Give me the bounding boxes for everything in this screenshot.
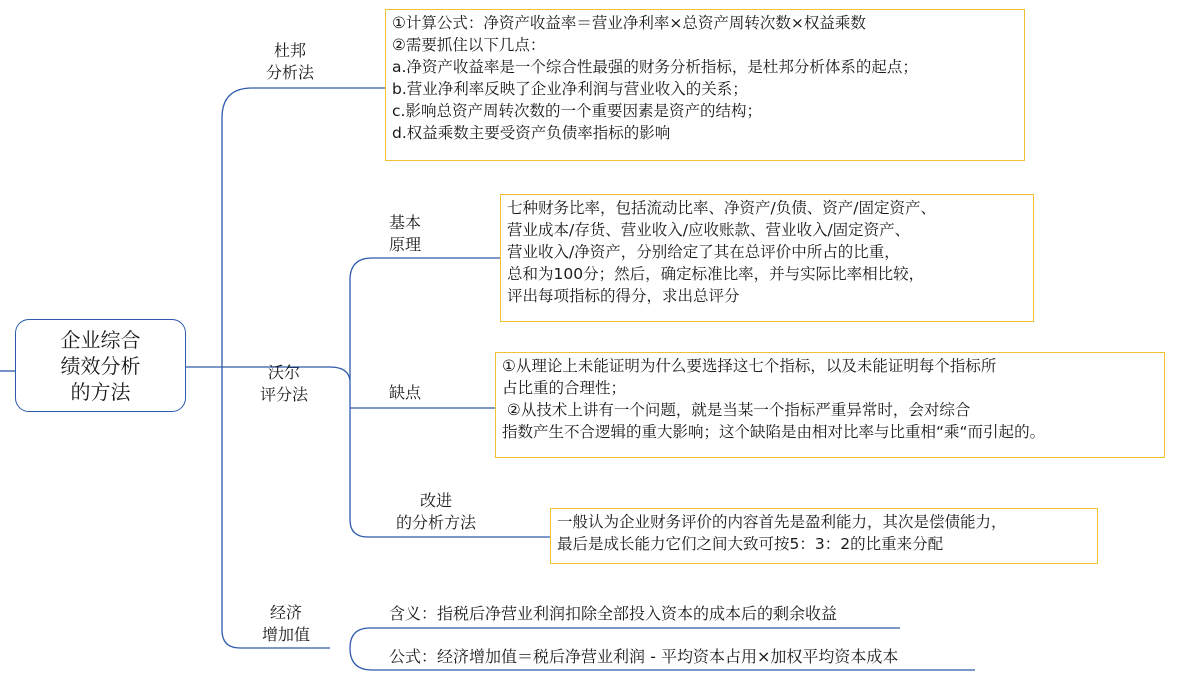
note-line: ②需要抓住以下几点：: [392, 36, 546, 54]
note-line: a.净资产收益率是一个综合性最强的财务分析指标，是杜邦分析体系的起点；: [392, 58, 918, 76]
eva-label: [252, 602, 320, 646]
eva-meaning: 含义：指税后净营业利润扣除全部投入资本的成本后的剩余收益: [389, 604, 838, 623]
improved-label: [381, 490, 491, 534]
note-line: b.营业净利率反映了企业净利润与营业收入的关系；: [392, 80, 748, 98]
root-line: 绩效分析: [60, 353, 141, 378]
root-node: [15, 319, 186, 412]
label-line: 的分析方法: [395, 513, 476, 532]
note-line: d.权益乘数主要受资产负债率指标的影响: [392, 124, 671, 142]
label-line: 分析法: [265, 63, 314, 82]
defects-note: [495, 352, 1165, 458]
root-line: 企业综合: [60, 327, 141, 352]
label-line: 基本: [389, 213, 422, 232]
note-line: 营业成本/存货、营业收入/应收账款、营业收入/固定资产、: [507, 221, 911, 239]
improved-note: [550, 508, 1098, 564]
label-line: 增加值: [261, 625, 310, 644]
note-line: ①从理论上未能证明为什么要选择这七个指标，以及未能证明每个指标所: [502, 357, 997, 375]
label-line: 改进: [419, 491, 452, 510]
label-line: 杜邦: [273, 41, 306, 60]
note-line: 指数产生不合逻辑的重大影响；这个缺陷是由相对比率与比重相“乘“而引起的。: [502, 423, 1046, 441]
note-line: 最后是成长能力它们之间大致可按5：3：2的比重来分配: [557, 535, 944, 553]
note-line: 一般认为企业财务评价的内容首先是盈利能力，其次是偿债能力，: [557, 513, 1007, 531]
dupont-label: [262, 40, 318, 84]
label-line: 经济: [269, 603, 302, 622]
note-line: 占比重的合理性；: [502, 379, 627, 397]
principle-note: [500, 194, 1034, 322]
note-line: c.影响总资产周转次数的一个重要因素是资产的结构；: [392, 102, 762, 120]
note-line: ②从技术上讲有一个问题，就是当某一个指标严重异常时，会对综合: [502, 401, 971, 419]
eva-formula: 公式：经济增加值＝税后净营业利润 - 平均资本占用×加权平均资本成本: [389, 647, 899, 666]
note-line: 营业收入/净资产，分别给定了其在总评价中所占的比重，: [507, 243, 900, 261]
label-line: 原理: [389, 235, 422, 254]
root-line: 的方法: [70, 379, 131, 404]
wall-label: [250, 362, 318, 406]
principle-label: [389, 212, 421, 256]
label-line: 评分法: [259, 385, 308, 404]
label-line: 沃尔: [267, 363, 300, 382]
note-line: ①计算公式：净资产收益率＝营业净利率×总资产周转次数×权益乘数: [392, 14, 866, 32]
note-line: 评出每项指标的得分，求出总评分: [507, 287, 740, 305]
dupont-note: [385, 9, 1025, 161]
defects-label: 缺点: [389, 383, 422, 402]
note-line: 七种财务比率，包括流动比率、净资产/负债、资产/固定资产、: [507, 199, 936, 217]
note-line: 总和为100分；然后，确定标准比率，并与实际比率相比较，: [507, 265, 925, 283]
